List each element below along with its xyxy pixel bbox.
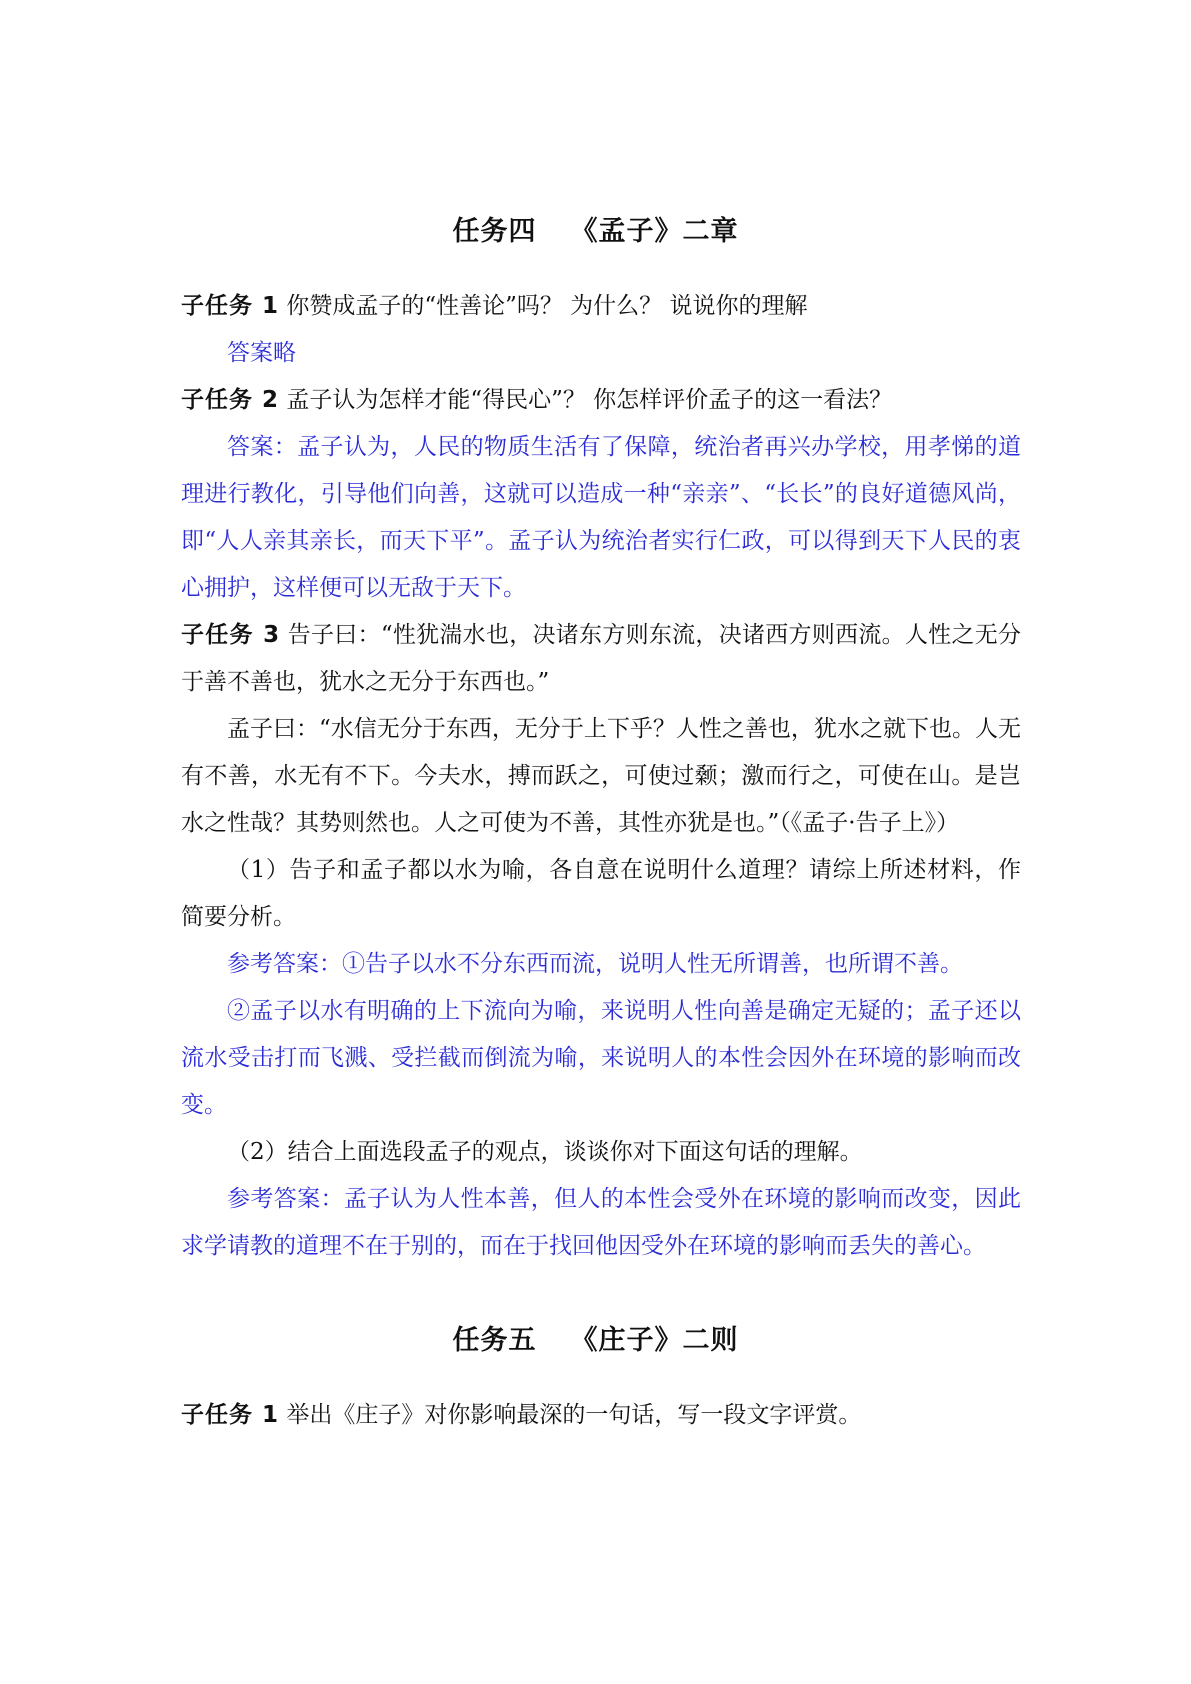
- sub3-answer1-line1: 参考答案：①告子以水不分东西而流，说明人性无所谓善，也所谓不善。: [227, 951, 963, 977]
- sub3-quote1: 告子曰：“性犹湍水也，决诸东方则东流，决诸西方则西流。人性之无分于善不善也，犹水之无分于东西也。”: [181, 622, 1022, 695]
- section5-sub1-question: 举出《庄子》对你影响最深的一句话，写一段文字评赏。: [286, 1402, 862, 1428]
- sub2-answer: 答案：孟子认为，人民的物质生活有了保障，统治者再兴办学校，用孝悌的道理进行教化，引导他们向善，这就可以造成一种“亲亲”、“长长”的良好道德风尚，即“人人亲其亲长，而天下平”。孟子认为统治者实行仁政，可以得到天下人民的衷心拥护，这样便可以无敌于天下。: [181, 434, 1021, 601]
- sub3-answer1-line2: ②孟子以水有明确的上下流向为喻，来说明人性向善是确定无疑的；孟子还以流水受击打而飞溅、受拦截而倒流为喻，来说明人的本性会因外在环境的影响而改变。: [181, 998, 1021, 1118]
- section4-body: [181, 283, 1021, 1270]
- section4-heading: [0, 212, 1191, 252]
- sub3-label: 子任务 3: [181, 622, 281, 648]
- sub2-question: 孟子认为怎样才能“得民心”？ 你怎样评价孟子的这一看法？: [286, 387, 893, 413]
- sub1-question: 你赞成孟子的“性善论”吗？ 为什么？ 说说你的理解: [286, 293, 808, 319]
- sub2-question-line: [181, 377, 1021, 424]
- sub3-question2: （2）结合上面选段孟子的观点，谈谈你对下面这句话的理解。: [227, 1139, 863, 1165]
- sub3-quote2: 孟子曰：“水信无分于东西，无分于上下乎？人性之善也，犹水之就下也。人无有不善，水无有不下。今夫水，搏而跃之，可使过颡；激而行之，可使在山。是岂水之性哉？其势则然也。人之可使为不善，其性亦犹是也。”（《孟子·告子上》）: [181, 716, 1021, 836]
- sub3-quote1-line: [181, 612, 1021, 706]
- section5-sub1-label: 子任务 1: [181, 1402, 280, 1428]
- sub3-question1: （1）告子和孟子都以水为喻，各自意在说明什么道理？请综上所述材料，作简要分析。: [181, 857, 1021, 930]
- section5-task-label: 任务五: [452, 1325, 537, 1356]
- sub2-label: 子任务 2: [181, 387, 280, 413]
- section4-task-label: 任务四: [452, 216, 537, 247]
- section5-heading: [0, 1321, 1191, 1361]
- sub1-question-line: [181, 283, 1021, 330]
- section5-body: [181, 1392, 1021, 1439]
- section5-sub1-question-line: [181, 1392, 1021, 1439]
- sub1-label: 子任务 1: [181, 293, 280, 319]
- section5-title: 《庄子》二则: [570, 1325, 739, 1356]
- sub1-answer: 答案略: [227, 340, 296, 366]
- section4-title: 《孟子》二章: [570, 216, 739, 247]
- sub3-answer2: 参考答案：孟子认为人性本善，但人的本性会受外在环境的影响而改变，因此求学请教的道理不在于别的，而在于找回他因受外在环境的影响而丢失的善心。: [181, 1186, 1021, 1259]
